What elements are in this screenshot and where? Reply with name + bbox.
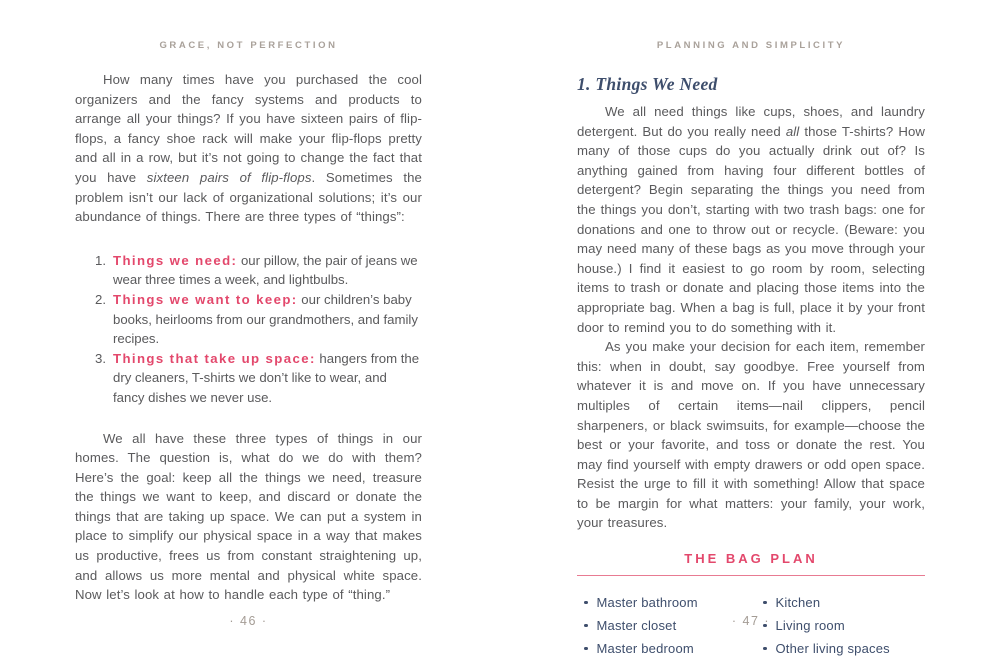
list-item-number: 3.	[95, 350, 106, 366]
bag-plan-item-label: Master closet	[596, 618, 677, 634]
list-item	[95, 349, 422, 408]
page-right	[577, 0, 925, 670]
page-left-content	[75, 70, 422, 605]
bag-plan-item	[763, 637, 925, 660]
bag-plan-item-label: Master bedroom	[596, 641, 694, 657]
paragraph-text: those T-shirts? How many of those cups do you actually drink out of? Is anything gained from having four different bottles of detergent? Begin separating the things you need from the things you don’t, starting with two trash bags: one for donations and one to throw out or recycle. (Beware: you may need many of these bags as you move through your house.) I find it easiest to go room by room, selecting items to trash or donate and placing those items into the appropriate bag. When a bag is full, place it by your front door to remind you to do something with it.	[577, 123, 925, 335]
paragraph-decision: As you make your decision for each item, remember this: when in doubt, say goodbye. Free yourself from whatever it is and move on. If you have unnecessary multiples of certain items—nail clippers, pencil sharpeners, or black swimsuits, for example—choose the best or your favorite, and toss or donate the rest. You may find yourself with empty drawers or odd open space. Resist the urge to fill it with something! Allow that space to be margin for what matters: your family, your work, your treasures.	[577, 339, 925, 531]
list-item-number: 1.	[95, 252, 106, 268]
bullet-dot-icon	[584, 647, 588, 651]
list-item-text	[113, 251, 422, 290]
list-item-number: 2.	[95, 291, 106, 307]
paragraph-italic-text: sixteen pairs of flip-flops	[146, 169, 312, 185]
bag-plan-item	[763, 591, 925, 614]
list-item-text	[113, 349, 422, 408]
bag-plan-item-label: Kitchen	[775, 595, 821, 611]
list-item-body: our children’s baby books, heirlooms from our grandmothers, and family recipes.	[113, 291, 418, 347]
bag-plan-item-label: Master bathroom	[596, 595, 698, 611]
things-types-list	[95, 251, 422, 408]
page-number-left: · 46 ·	[229, 614, 268, 628]
bullet-dot-icon	[763, 601, 767, 605]
bag-plan-divider	[577, 575, 925, 576]
paragraph-text: . Sometimes the problem isn’t our lack of organizational solutions; it’s our abundance of things. There are three types of “things”:	[75, 169, 422, 225]
bag-plan-item-label: Other living spaces	[775, 641, 890, 657]
list-item-body: our pillow, the pair of jeans we wear three times a week, and lightbulbs.	[113, 252, 418, 288]
bag-plan-title: THE BAG PLAN	[684, 551, 818, 567]
bag-plan-item-label: Living room	[775, 618, 845, 634]
bag-plan-item	[584, 591, 763, 614]
paragraph-organizers	[75, 70, 422, 227]
list-item-body: hangers from the dry cleaners, T-shirts we don’t like to wear, and fancy dishes we never use.	[113, 350, 420, 405]
paragraph-need-things	[577, 102, 925, 337]
page-left	[75, 0, 422, 670]
list-item	[95, 251, 422, 290]
paragraph-italic-text: all	[785, 123, 800, 139]
bag-plan-section	[577, 551, 925, 660]
section-heading-things-we-need: 1. Things We Need	[577, 74, 718, 94]
list-item	[95, 290, 422, 349]
paragraph-text: How many times have you purchased the cool organizers and the fancy systems and products to arrange all your things? If you have sixteen pairs of flip-flops, a fancy shoe rack will make your flip-flops pretty and all in a row, but it’s not going to change the fact that you have	[75, 72, 422, 185]
list-item-lead: Things we want to keep:	[113, 291, 298, 307]
paragraph-text: We all need things like cups, shoes, and laundry detergent. But do you really need	[577, 104, 925, 139]
bag-plan-item	[584, 637, 763, 660]
paragraph-three-types: We all have these three types of things in our homes. The question is, what do we do with them? Here’s the goal: keep all the things we need, treasure the things we want to keep, and discard or donate the things that are taking up space. We can put a system in place to simplify our physical space in a way that makes us productive, frees us from constant straightening up, and allows us more mental and physical white space. Now let’s look at how to handle each type of “thing.”	[75, 430, 422, 603]
bullet-dot-icon	[584, 601, 588, 605]
list-item-text	[113, 290, 422, 349]
page-number-right: · 47 ·	[731, 614, 771, 628]
running-head-left: GRACE, NOT PERFECTION	[159, 40, 338, 51]
list-item-lead: Things that take up space:	[113, 350, 316, 366]
page-right-content	[577, 74, 925, 660]
bullet-dot-icon	[763, 647, 767, 651]
running-head-right: PLANNING AND SIMPLICITY	[656, 40, 846, 51]
list-item-lead: Things we need:	[113, 252, 238, 268]
